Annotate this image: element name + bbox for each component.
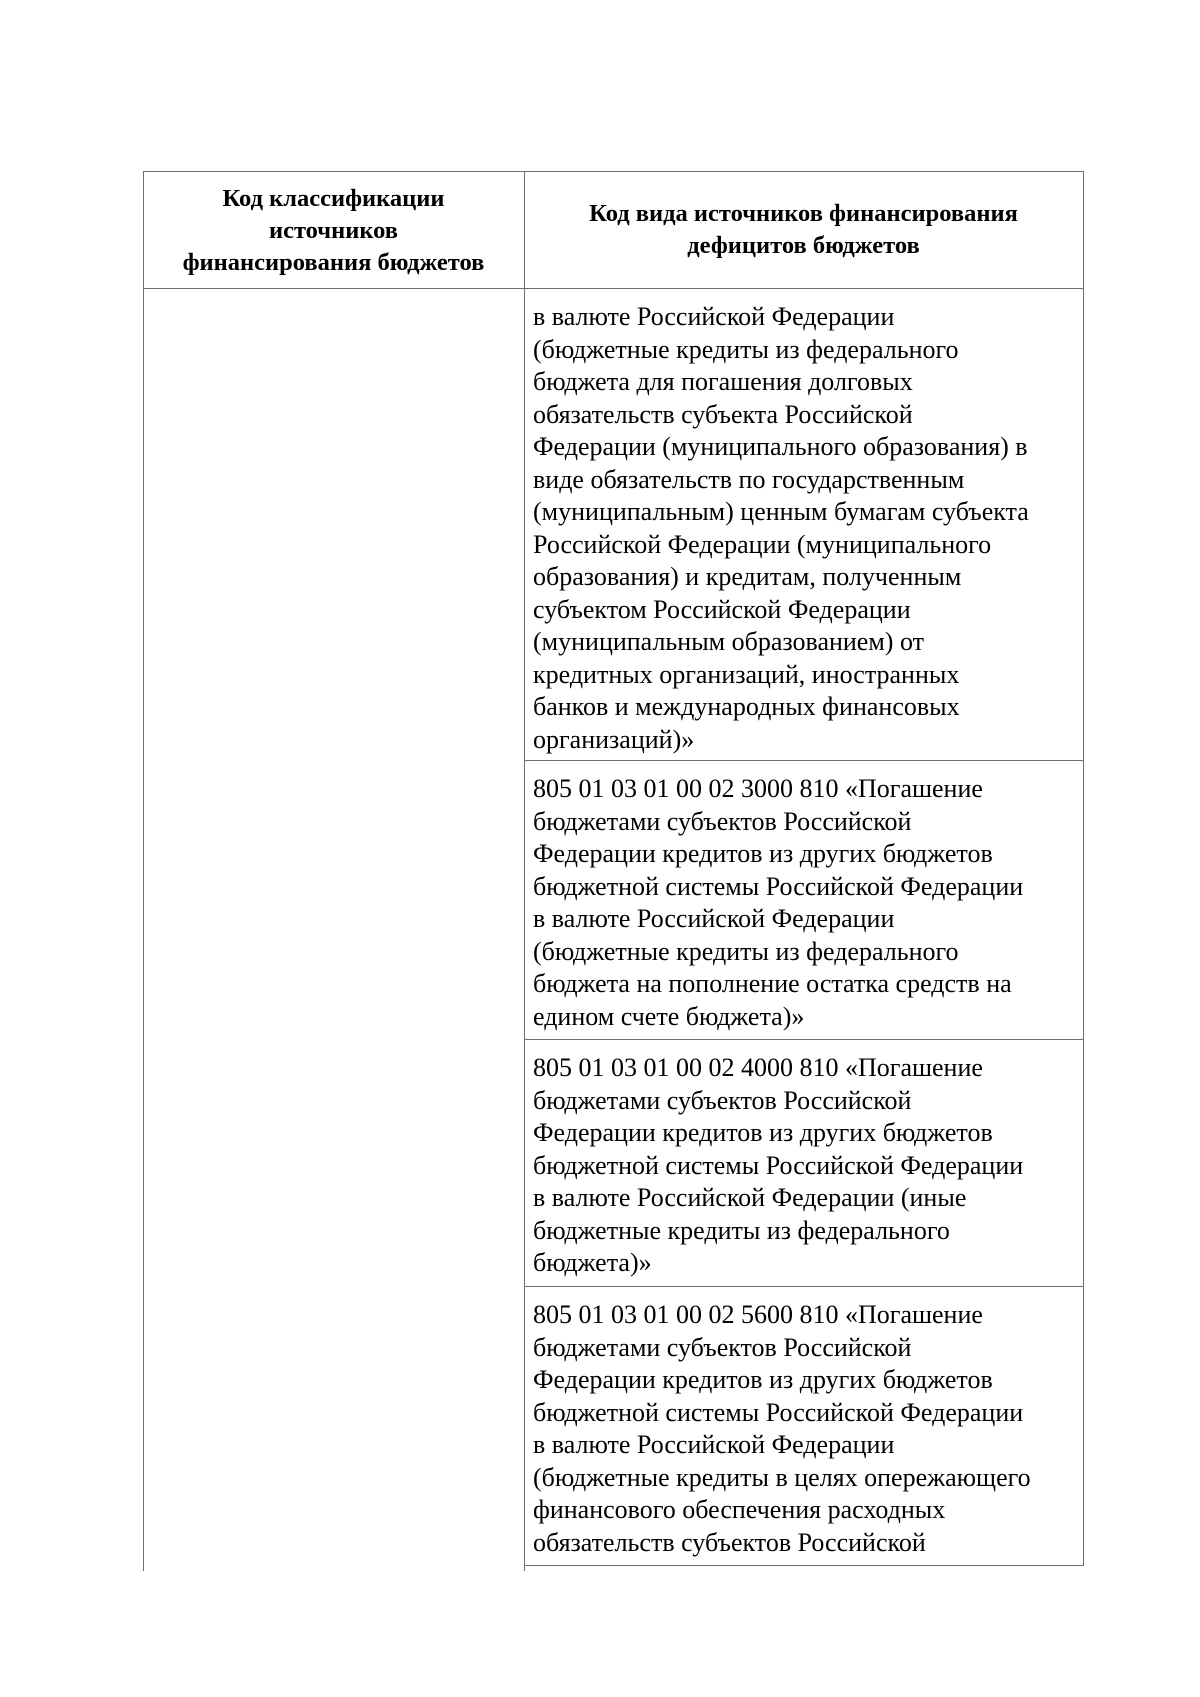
- cell-line: образования) и кредитам, полученным: [533, 562, 962, 591]
- cell-line: финансового обеспечения расходных: [533, 1495, 946, 1524]
- table-column-divider: [524, 171, 525, 1571]
- cell-line: (бюджетные кредиты из федерального: [533, 334, 959, 364]
- header-col1-line: финансирования бюджетов: [182, 248, 485, 276]
- header-bottom-border: [143, 288, 1084, 289]
- cell-line: бюджетной системы Российской Федерации: [533, 1150, 1024, 1180]
- cell-line: Федерации кредитов из других бюджетов: [533, 839, 993, 868]
- cell-line: бюджетные кредиты из федерального: [533, 1215, 950, 1245]
- cell-line: (бюджетные кредиты из федерального: [533, 936, 959, 966]
- cell-line: банков и международных финансовых: [533, 692, 960, 721]
- cell-line: бюджетами субъектов Российской: [533, 806, 912, 836]
- cell-line: Федерации кредитов из других бюджетов: [533, 1365, 993, 1394]
- header-col2-line: дефицитов бюджетов: [687, 231, 920, 259]
- cell-line: обязательств субъекта Российской: [533, 399, 913, 429]
- cell-line: (бюджетные кредиты в целях опережающего: [533, 1462, 1031, 1492]
- cell-line: (муниципальным) ценным бумагам субъекта: [533, 497, 1029, 526]
- row-separator: [524, 1565, 1084, 1566]
- cell-line: бюджета на пополнение остатка средств на: [533, 969, 1012, 998]
- cell-line: Федерации кредитов из других бюджетов: [533, 1118, 993, 1147]
- cell-line: в валюте Российской Федерации: [533, 1430, 895, 1459]
- cell-line: субъектом Российской Федерации: [533, 594, 911, 624]
- cell-line: Федерации (муниципального образования) в: [533, 432, 1028, 461]
- row-separator: [524, 760, 1084, 761]
- cell-line: бюджета для погашения долговых: [533, 367, 913, 396]
- table-row-4: [533, 1299, 1031, 1559]
- cell-line: кредитных организаций, иностранных: [533, 659, 960, 689]
- cell-line: Российской Федерации (муниципального: [533, 529, 992, 559]
- header-source-type-code: [524, 171, 1083, 288]
- row-separator: [524, 1286, 1084, 1287]
- table-left-border: [143, 171, 144, 1571]
- cell-line: бюджета)»: [533, 1248, 652, 1277]
- header-col1-line: источников: [268, 216, 399, 244]
- table-right-border: [1083, 171, 1084, 1565]
- cell-line: организаций)»: [533, 724, 695, 754]
- header-classification-code: [143, 171, 524, 288]
- cell-line: в валюте Российской Федерации: [533, 904, 895, 933]
- classification-table: [143, 171, 1084, 1571]
- cell-line: 805 01 03 01 00 02 4000 810 «Погашение: [533, 1053, 983, 1082]
- cell-line: едином счете бюджета)»: [533, 1001, 805, 1031]
- cell-line: обязательств субъектов Российской: [533, 1527, 926, 1557]
- table-row-1: [533, 301, 1029, 756]
- cell-line: в валюте Российской Федерации (иные: [533, 1183, 967, 1212]
- cell-line: бюджетной системы Российской Федерации: [533, 1397, 1024, 1427]
- cell-line: 805 01 03 01 00 02 3000 810 «Погашение: [533, 774, 983, 803]
- cell-line: (муниципальным образованием) от: [533, 627, 924, 656]
- cell-line: бюджетами субъектов Российской: [533, 1332, 912, 1362]
- table-row-3: [533, 1052, 1023, 1280]
- cell-line: бюджетами субъектов Российской: [533, 1085, 912, 1115]
- row-separator: [524, 1039, 1084, 1040]
- cell-line: в валюте Российской Федерации: [533, 302, 895, 331]
- cell-line: бюджетной системы Российской Федерации: [533, 871, 1024, 901]
- cell-line: виде обязательств по государственным: [533, 464, 965, 494]
- cell-line: 805 01 03 01 00 02 5600 810 «Погашение: [533, 1300, 983, 1329]
- table-row-2: [533, 773, 1023, 1033]
- header-col2-line: Код вида источников финансирования: [589, 199, 1018, 227]
- header-col1-line: Код классификации: [222, 184, 445, 212]
